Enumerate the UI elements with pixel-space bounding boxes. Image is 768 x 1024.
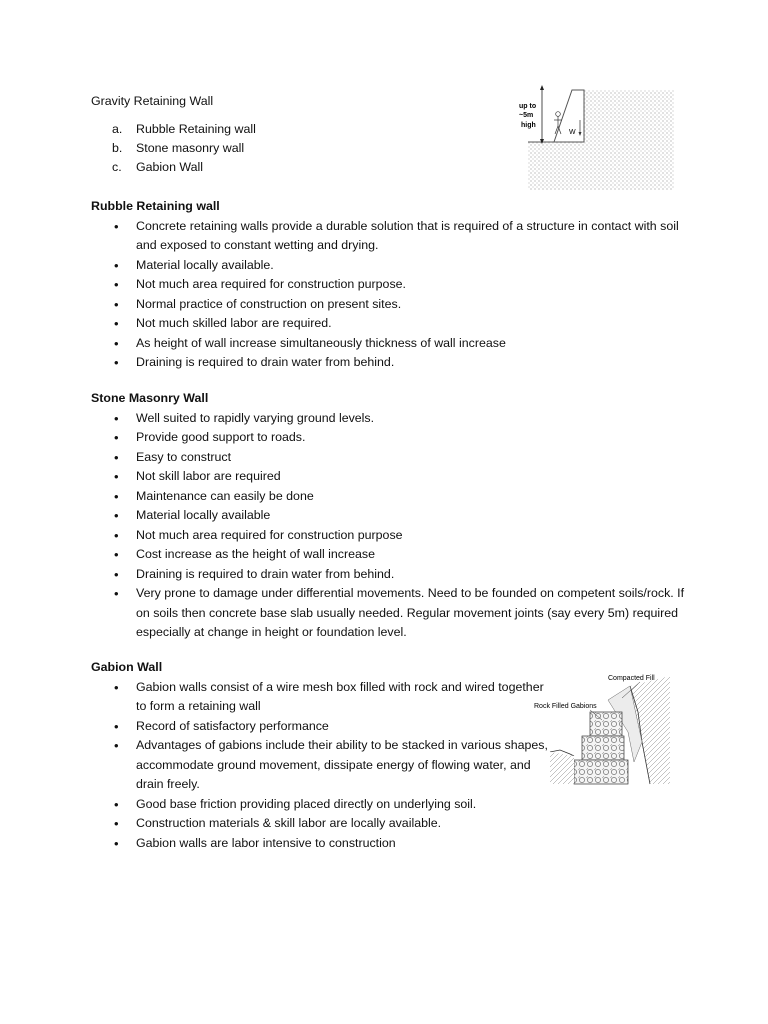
list-item: • Advantages of gabions include their ability to be stacked in various shapes, accommodate ground movement, dissipate energy of flowing water, and drain freely.: [91, 736, 556, 795]
retained-soil: [572, 90, 674, 142]
list-item: • Material locally available: [91, 506, 691, 526]
wall-type-label: Rubble Retaining wall: [136, 122, 256, 136]
rubble-list: [91, 217, 691, 373]
height-label-high: high: [521, 122, 536, 129]
rubble-heading: Rubble Retaining wall: [91, 199, 220, 213]
weight-label: W: [569, 129, 576, 136]
list-item: • Gabion walls are labor intensive to construction: [91, 834, 556, 854]
gabion-box: [574, 760, 628, 784]
list-item: • Not much area required for construction purpose.: [91, 275, 691, 295]
list-marker: a.: [112, 122, 123, 136]
list-item: • Material locally available.: [91, 256, 691, 276]
rubble-section: [91, 197, 691, 373]
stone-heading: Stone Masonry Wall: [91, 391, 209, 405]
wall-type-item: [112, 158, 256, 177]
wall-type-label: Stone masonry wall: [136, 141, 245, 155]
list-item: • Draining is required to drain water from behind.: [91, 565, 691, 585]
list-item: • Easy to construct: [91, 448, 691, 468]
gravity-wall-diagram: [510, 84, 678, 194]
foundation-soil: [528, 142, 674, 190]
wall-type-item: [112, 120, 256, 139]
list-marker: c.: [112, 160, 122, 174]
gabion-wall-figure: [530, 672, 680, 790]
gabion-box: [590, 712, 622, 736]
list-item: • As height of wall increase simultaneously thickness of wall increase: [91, 334, 691, 354]
stone-list: [91, 409, 691, 643]
rock-gabions-label: Rock Filled Gabions: [534, 703, 597, 710]
list-item: • Not much skilled labor are required.: [91, 314, 691, 334]
gabion-box: [582, 736, 624, 760]
list-item: • Maintenance can easily be done: [91, 487, 691, 507]
height-label-upto: up to: [519, 103, 537, 110]
list-item: • Gabion walls consist of a wire mesh box filled with rock and wired together to form a retaining wall: [91, 678, 556, 717]
list-item: • Well suited to rapidly varying ground levels.: [91, 409, 691, 429]
list-item: • Record of satisfactory performance: [91, 717, 556, 737]
height-label-5m: ~5m: [519, 112, 534, 119]
list-item: • Provide good support to roads.: [91, 428, 691, 448]
gabion-wall-diagram: [530, 672, 680, 790]
gravity-wall-figure: [510, 84, 678, 194]
wall-type-item: [112, 139, 256, 158]
list-item: • Not much area required for construction purpose: [91, 526, 691, 546]
wall-type-label: Gabion Wall: [136, 160, 204, 174]
list-item: • Draining is required to drain water from behind.: [91, 353, 691, 373]
list-item: • Very prone to damage under differential movements. Need to be founded on competent soils/rock. If on soils then concrete base slab usually needed. Regular movement joints (say every 5m) required especially at change in height or foundation level.: [91, 584, 691, 643]
list-item: • Not skill labor are required: [91, 467, 691, 487]
list-item: • Good base friction providing placed directly on underlying soil.: [91, 795, 556, 815]
list-marker: b.: [112, 141, 123, 155]
list-item: • Cost increase as the height of wall increase: [91, 545, 691, 565]
list-item: • Concrete retaining walls provide a durable solution that is required of a structure in contact with soil and exposed to constant wetting and drying.: [91, 217, 691, 256]
person-icon: [556, 112, 561, 117]
wall-types-list: [112, 120, 256, 177]
page-title: Gravity Retaining Wall: [91, 94, 214, 108]
list-item: • Construction materials & skill labor are locally available.: [91, 814, 556, 834]
compacted-fill-label: Compacted Fill: [608, 675, 655, 682]
stone-section: [91, 389, 691, 643]
list-item: • Normal practice of construction on present sites.: [91, 295, 691, 315]
gabion-heading: Gabion Wall: [91, 660, 163, 674]
